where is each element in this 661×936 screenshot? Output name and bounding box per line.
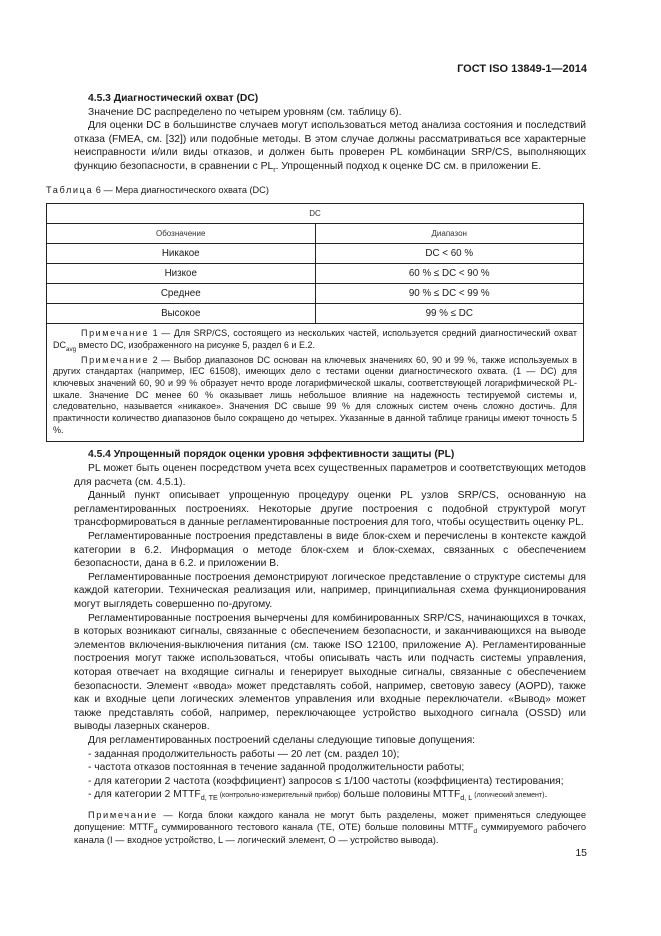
- section-note: Примечание — Когда блоки каждого канала не могут быть разделены, может применяться следующее допущение: $MTTF_d$ суммированного тестового канала (ТЕ, ОТЕ) больше половины $MTTF_d$ суммируемого рабочего канала (I — входное устройство, L — логический элемент, О — устройство вывода).: [74, 809, 586, 845]
- table-cell-name: Низкое: [47, 264, 316, 284]
- list-item: - заданная продолжительность работы — 20 лет (см. раздел 10);: [88, 748, 400, 760]
- table-group-header: DC: [47, 204, 584, 224]
- paragraph: Для оценки DC в большинстве случаев могут использоваться метод анализа состояния и последствий отказа (FMEA, см. [32]) или подобные методы. В этом случае должны рассматриваться все характерные неисправности и/или виды отказов, и должен быть проверен PL комбинации SRP/CS, выполняющих функцию безопасности, в сравнении с $PL_r$. Упрощенный подход к оценке DC см. в приложении Е.: [74, 120, 586, 175]
- paragraph: Значение DC распределено по четырем уровням (см. таблицу 6).: [88, 106, 402, 118]
- paragraph: Для регламентированных построений сделаны следующие типовые допущения:: [88, 734, 476, 746]
- section-4-5-4: [74, 448, 586, 846]
- list-item: - для категории 2 $MTTF_{d, TE}$ (контрольно-измерительный прибор) больше половины $MTTF_{d, L}$ (логический элемент).: [88, 789, 548, 803]
- section-heading-4-5-3: 4.5.3 Диагностический охват (DC): [88, 93, 259, 104]
- table-cell-name: Никакое: [47, 244, 316, 264]
- table-notes: [47, 324, 584, 442]
- column-header-range: Диапазон: [315, 224, 584, 244]
- table-note-1: Примечание 1 — Для SRP/CS, состоящего из нескольких частей, используется средний диагностический охват $DC_{avg}$ вместо DC, изображенного на рисунке 5, раздел 6 и Е.2.: [53, 328, 577, 353]
- page-number: 15: [575, 847, 587, 859]
- table-note-2: Примечание 2 — Выбор диапазонов DC основан на ключевых значениях 60, 90 и 99 %, также используемых в других стандартах (например, IEC 61508), имеющих дело с тестами оценки диагностического охвата. (1 — DC) для ключевых значений 60, 90 и 99 % образует нечто вроде логарифмической шкалы, соответствующей логарифмической PL-шкале. Значение DC менее 60 % оказывает лишь небольшое влияние на надежность тестируемой системы и, следовательно, называется «никакое». Значения DC свыше 99 % для сложных систем очень сложно достичь. Для практичности количество диапазонов было сокращено до четырех. Указанные в данной таблице границы имеют точность 5 %.: [53, 354, 577, 435]
- table-row: [47, 284, 584, 304]
- assumptions-list: [74, 748, 586, 803]
- table-row: [47, 244, 584, 264]
- table-cell-range: DC < 60 %: [315, 244, 584, 264]
- list-item: - частота отказов постоянная в течение заданной продолжительности работы;: [88, 762, 465, 774]
- dc-table: [46, 203, 584, 442]
- table-row: [47, 264, 584, 284]
- paragraph: Данный пункт описывает упрощенную процедуру оценки PL узлов SRP/CS, основанную на регламентированных построениях. Некоторые другие построения с подобной структурой могут трансформироваться в данные регламентированные построения для того, чтобы осуществить оценку PL.: [74, 490, 586, 529]
- table-cell-range: 99 % ≤ DC: [315, 304, 584, 324]
- list-item: - для категории 2 частота (коэффициент) запросов ≤ 1/100 частоты (коэффициента) тестирования;: [88, 775, 564, 787]
- paragraph: PL может быть оценен посредством учета всех существенных параметров и соответствующих методов для расчета (см. 4.5.1).: [74, 463, 586, 488]
- table-row: [47, 304, 584, 324]
- paragraph: Регламентированные построения вычерчены для комбинированных SRP/CS, начинающихся в точках, в которых возникают сигналы, связанные с обеспечением безопасности, и заканчивающихся на выводе элементов включения-выключения питания (см. также ISO 12100, приложение А). Регламентированные построения могут также использоваться, чтобы описывать часть или подчасть системы управления, которая отвечает на входящие сигналы и генерирует выходные сигналы, связанные с обеспечением безопасности. Элемент «ввода» может представлять собой, например, световую завесу (AOPD), также как и входные цепи логических элементов управления или входные переключатели. «Вывод» может также представлять собой, например, переключающее устройство выходного сигнала (OSSD) или выводы лазерных сканеров.: [74, 612, 586, 733]
- paragraph: Регламентированные построения демонстрируют логическое представление о структуре системы для каждой категории. Техническая реализация или, например, принципиальная схема функционирования могут выглядеть совершенно по-другому.: [74, 571, 586, 611]
- table-caption: Таблица 6 — Мера диагностического охвата (DC): [46, 184, 269, 195]
- paragraph: Регламентированные построения представлены в виде блок-схем и перечислены в контексте каждой категории в 6.2. Информация о методе блок-схем и блок-схемах, связанных с обеспечением безопасности, дана в 6.2. и приложении В.: [74, 531, 586, 570]
- section-heading-4-5-4: 4.5.4 Упрощенный порядок оценки уровня эффективности защиты (PL): [88, 449, 455, 461]
- standard-header: ГОСТ ISO 13849-1—2014: [457, 63, 587, 75]
- column-header-designation: Обозначение: [47, 224, 316, 244]
- table-cell-name: Высокое: [47, 304, 316, 324]
- page-content: [46, 92, 586, 846]
- table-cell-range: 90 % ≤ DC < 99 %: [315, 284, 584, 304]
- table-cell-name: Среднее: [47, 284, 316, 304]
- table-cell-range: 60 % ≤ DC < 90 %: [315, 264, 584, 284]
